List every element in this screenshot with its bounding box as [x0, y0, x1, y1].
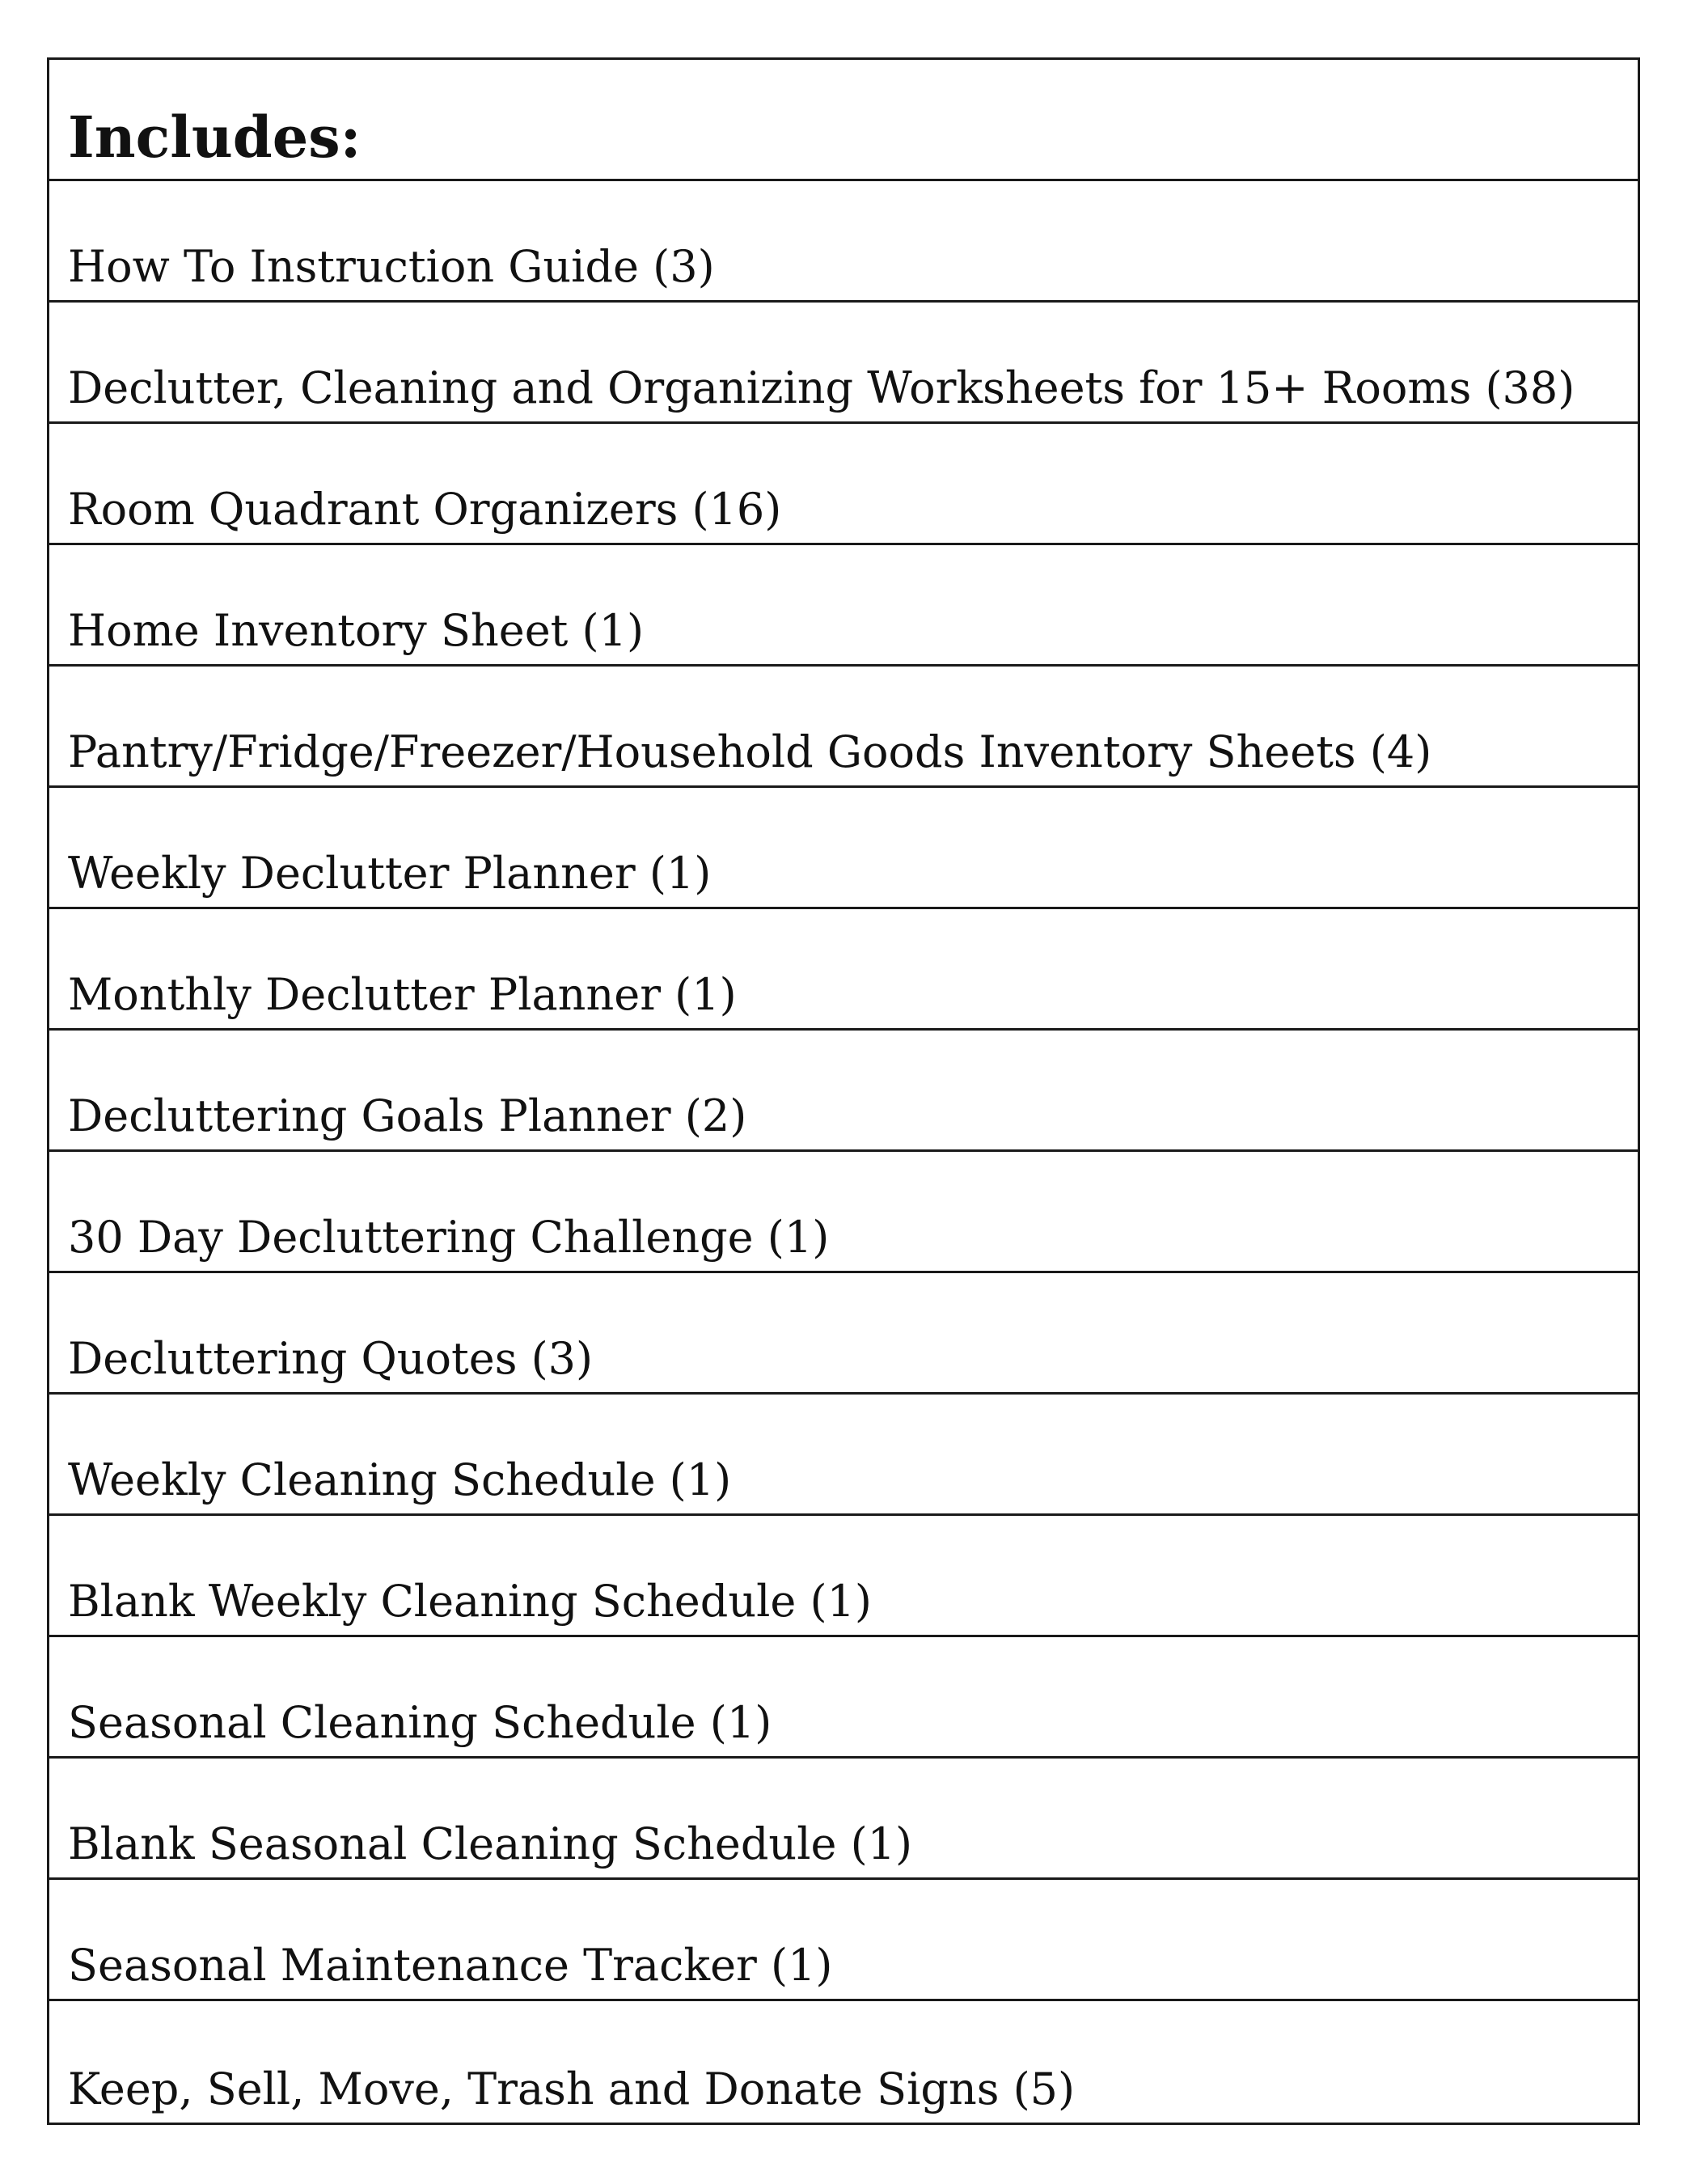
item-label: Seasonal Maintenance Tracker (1) — [68, 1940, 833, 1991]
table-row — [49, 1031, 1638, 1152]
table-row — [49, 1152, 1638, 1273]
item-label: Blank Seasonal Cleaning Schedule (1) — [68, 1818, 913, 1869]
item-label: Weekly Cleaning Schedule (1) — [68, 1454, 732, 1505]
item-label: Keep, Sell, Move, Trash and Donate Signs (5) — [68, 2063, 1076, 2114]
item-label: Weekly Declutter Planner (1) — [68, 848, 712, 899]
table-row — [49, 1273, 1638, 1395]
table-row — [49, 1395, 1638, 1516]
table-heading: Includes: — [68, 104, 362, 171]
table-row — [49, 181, 1638, 303]
item-label: Declutter, Cleaning and Organizing Worksheets for 15+ Rooms (38) — [68, 362, 1575, 413]
table-row — [49, 788, 1638, 909]
table-row — [49, 2001, 1638, 2123]
table-header-row — [49, 60, 1638, 181]
item-label: Room Quadrant Organizers (16) — [68, 484, 782, 535]
table-row — [49, 1637, 1638, 1759]
table-row — [49, 545, 1638, 667]
table-row — [49, 1516, 1638, 1637]
item-label: Decluttering Quotes (3) — [68, 1333, 594, 1384]
table-row — [49, 1759, 1638, 1880]
item-label: Pantry/Fridge/Freezer/Household Goods Inventory Sheets (4) — [68, 726, 1432, 777]
table-row — [49, 424, 1638, 545]
table-row — [49, 667, 1638, 788]
table-row — [49, 303, 1638, 424]
item-label: Monthly Declutter Planner (1) — [68, 969, 737, 1020]
item-label: 30 Day Decluttering Challenge (1) — [68, 1212, 830, 1263]
item-label: How To Instruction Guide (3) — [68, 241, 715, 292]
table-row — [49, 909, 1638, 1031]
includes-table — [47, 57, 1640, 2125]
item-label: Home Inventory Sheet (1) — [68, 605, 645, 656]
item-label: Seasonal Cleaning Schedule (1) — [68, 1697, 772, 1748]
item-label: Blank Weekly Cleaning Schedule (1) — [68, 1576, 872, 1627]
table-row — [49, 1880, 1638, 2001]
item-label: Decluttering Goals Planner (2) — [68, 1090, 747, 1141]
